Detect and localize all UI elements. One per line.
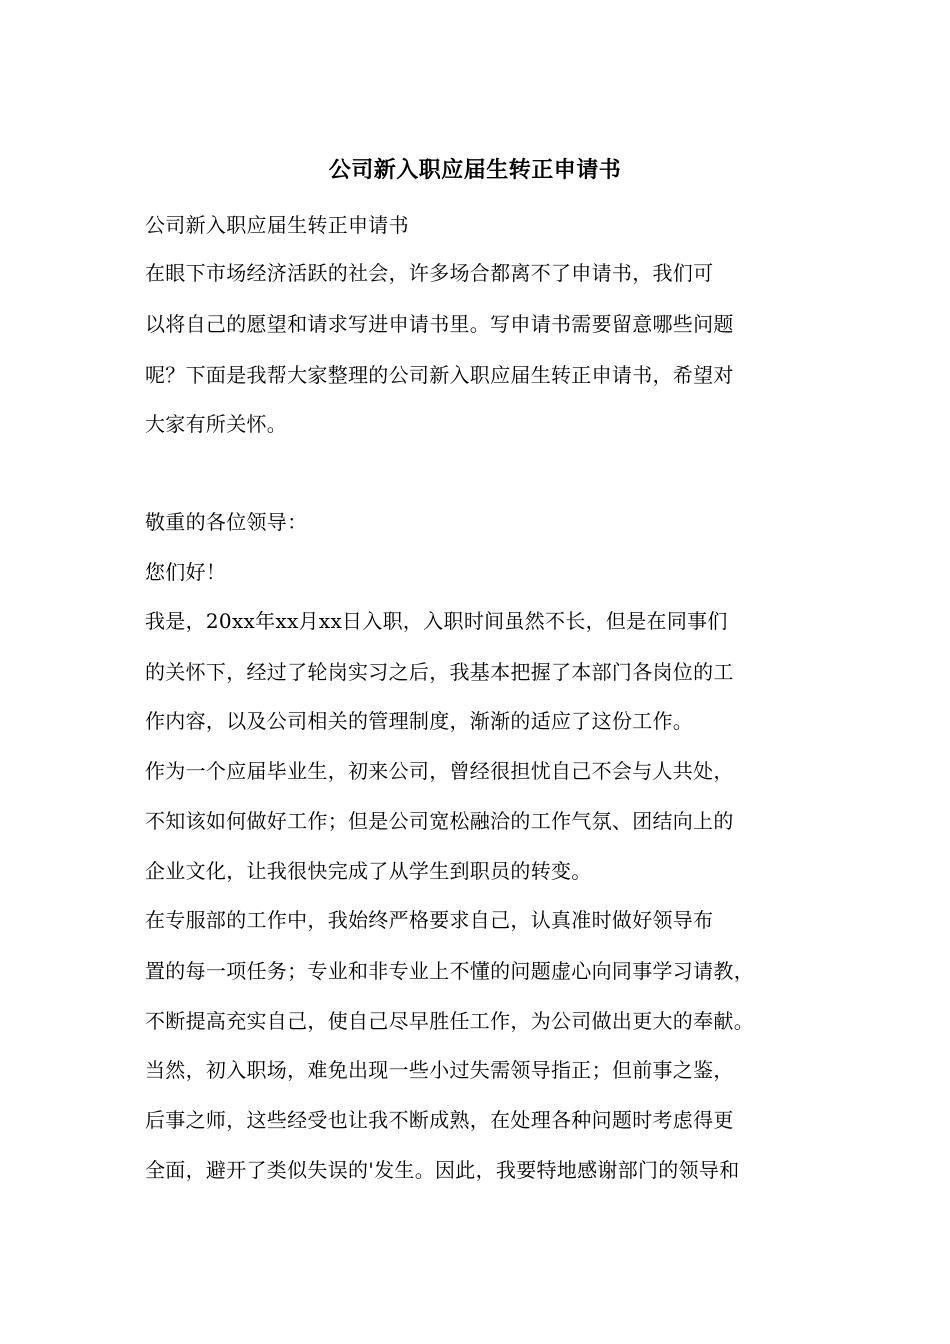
subtitle-line: 公司新入职应届生转正申请书 (145, 213, 409, 237)
paragraph-line: 当然，初入职场，难免出现一些小过失需领导指正；但前事之鉴， (145, 1058, 734, 1082)
paragraph-line: 作内容，以及公司相关的管理制度，渐渐的适应了这份工作。 (145, 709, 694, 733)
paragraph-line: 以将自己的愿望和请求写进申请书里。写申请书需要留意哪些问题 (145, 312, 734, 336)
document-title: 公司新入职应届生转正申请书 (328, 157, 622, 183)
greeting-line: 您们好！ (145, 560, 227, 584)
paragraph-line: 企业文化，让我很快完成了从学生到职员的转变。 (145, 859, 592, 883)
paragraph-line: 的关怀下，经过了轮岗实习之后，我基本把握了本部门各岗位的工 (145, 660, 734, 684)
paragraph-line: 在专服部的工作中，我始终严格要求自己，认真准时做好领导布 (145, 908, 714, 932)
paragraph-line: 不断提高充实自己，使自己尽早胜任工作，为公司做出更大的奉献。 (145, 1009, 754, 1033)
paragraph-line: 不知该如何做好工作；但是公司宽松融洽的工作气氛、团结向上的 (145, 809, 734, 833)
paragraph-line: 置的每一项任务；专业和非专业上不懂的问题虚心向同事学习请教， (145, 959, 754, 983)
paragraph-line: 后事之师，这些经受也让我不断成熟，在处理各种问题时考虑得更 (145, 1108, 734, 1132)
paragraph-line: 大家有所关怀。 (145, 412, 288, 436)
paragraph-line: 我是，20xx年xx月xx日入职，入职时间虽然不长，但是在同事们 (145, 609, 728, 633)
paragraph-line: 全面，避开了类似失误的'发生。因此，我要特地感谢部门的领导和 (145, 1158, 740, 1182)
paragraph-line: 呢？下面是我帮大家整理的公司新入职应届生转正申请书，希望对 (145, 363, 734, 387)
salutation-line: 敬重的各位领导： (145, 510, 308, 534)
paragraph-line: 在眼下市场经济活跃的社会，许多场合都离不了申请书，我们可 (145, 261, 714, 285)
paragraph-line: 作为一个应届毕业生，初来公司，曾经很担忧自己不会与人共处， (145, 759, 734, 783)
